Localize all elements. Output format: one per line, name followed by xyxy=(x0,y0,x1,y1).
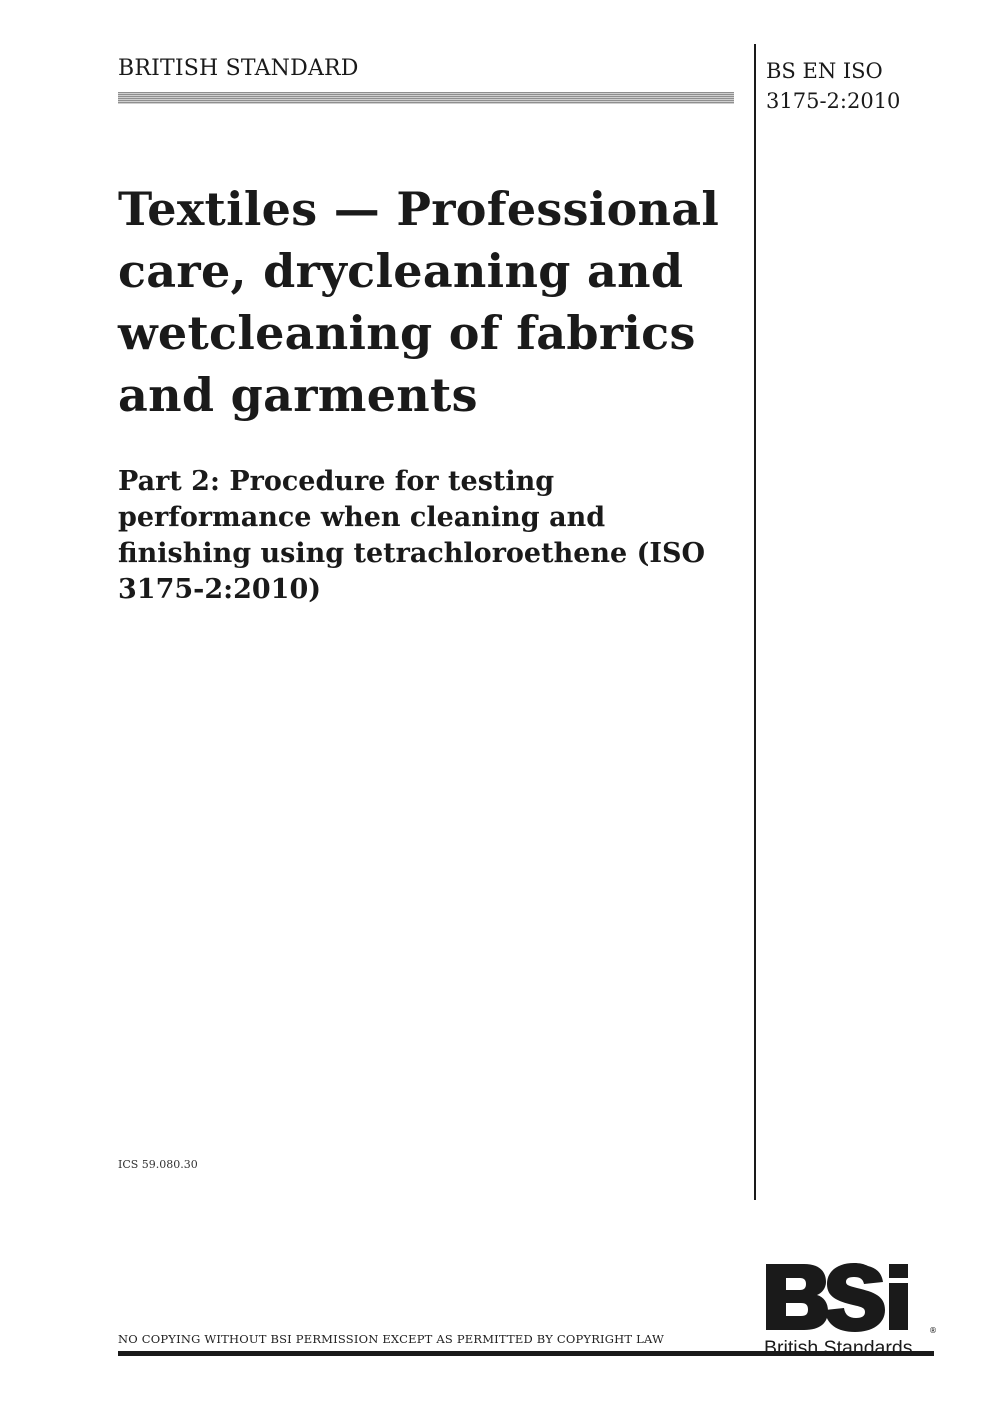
bsi-logo-mark xyxy=(766,1263,908,1332)
title-line: care, drycleaning and xyxy=(118,244,684,298)
ics-code: ICS 59.080.30 xyxy=(118,1158,198,1171)
subtitle-line: finishing using tetrachloroethene (ISO xyxy=(118,538,706,569)
vertical-divider xyxy=(754,44,756,1200)
title-line: and garments xyxy=(118,368,478,422)
standard-number-line1: BS EN ISO xyxy=(766,59,883,83)
subtitle-line: Part 2: Procedure for testing xyxy=(118,466,555,497)
bsi-logo xyxy=(764,1258,937,1359)
header-rule xyxy=(118,92,734,104)
copyright-notice: NO COPYING WITHOUT BSI PERMISSION EXCEPT AS PERMITTED BY COPYRIGHT LAW xyxy=(118,1332,665,1346)
document-type-label: BRITISH STANDARD xyxy=(118,56,359,81)
standard-number xyxy=(766,56,900,116)
subtitle-line: 3175-2:2010) xyxy=(118,574,322,605)
registered-mark: ® xyxy=(929,1326,937,1335)
title-line: Textiles — Professional xyxy=(118,182,720,236)
bsi-logo-text: British Standards xyxy=(764,1337,913,1359)
subtitle-line: performance when cleaning and xyxy=(118,502,606,533)
document-subtitle xyxy=(118,464,738,608)
document-title xyxy=(118,178,738,426)
standard-number-line2: 3175-2:2010 xyxy=(766,89,901,113)
title-line: wetcleaning of fabrics xyxy=(118,306,696,360)
